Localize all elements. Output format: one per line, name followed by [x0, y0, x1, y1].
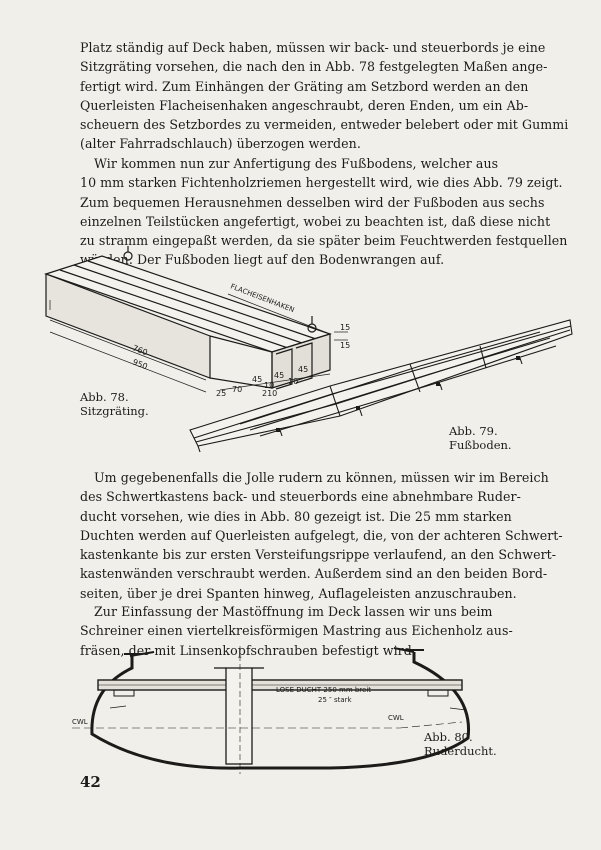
caption-title: Fußboden.: [449, 438, 512, 452]
label-lose-ducht: LOSE DUCHT 250 mm breit: [276, 686, 372, 694]
caption-figure-80: [424, 730, 497, 758]
figure-79-fussboden: [180, 312, 580, 452]
caption-number: Abb. 80.: [424, 730, 473, 744]
text-line: kastenwänden verschraubt werden. Außerdem sind an den beiden Bord-: [80, 566, 548, 582]
text-line: scheuern des Setzbordes zu vermeiden, entweder belebert oder mit Gummi: [80, 117, 569, 133]
dim-10: 10: [288, 377, 299, 386]
text-line: würden. Der Fußboden liegt auf den Bodenwrangen auf.: [80, 252, 445, 268]
text-line: Wir kommen nun zur Anfertigung des Fußbodens, welcher aus: [94, 156, 499, 171]
dim-10: 10: [264, 381, 275, 390]
text-line: kastenkante bis zur ersten Versteifungsrippe verlaufend, an den Schwert-: [80, 547, 557, 563]
dim-45: 45: [298, 365, 309, 374]
paragraph-sitzgraeting: [80, 38, 569, 154]
label-flacheisenhaken: FLACHEISENHAKEN: [229, 282, 296, 315]
label-cwl-right: CWL: [388, 714, 404, 722]
caption-number: Abb. 78.: [80, 390, 129, 404]
text-line: Querleisten Flacheisenhaken angeschraubt, deren Enden, um ein Ab-: [80, 97, 529, 113]
text-line: Zur Einfassung der Mastöffnung im Deck lassen wir uns beim: [94, 604, 493, 619]
dim-45: 45: [252, 375, 263, 384]
paragraph-ruderducht: [80, 468, 563, 603]
dim-70: 70: [232, 385, 243, 394]
text-line: fertigt wird. Zum Einhängen der Gräting am Setzbord werden an den: [80, 78, 529, 94]
text-line: Sitzgräting vorsehen, die nach den in Abb. 78 festgelegten Maßen ange-: [80, 59, 548, 75]
caption-figure-78: [80, 390, 149, 418]
text-line: Platz ständig auf Deck haben, müssen wir back- und steuerbords je eine: [80, 40, 546, 55]
text-line: zu stramm eingepaßt werden, da sie später beim Feuchtwerden festquellen: [80, 233, 568, 249]
text-line: Um gegebenenfalls die Jolle rudern zu können, müssen wir im Bereich: [94, 470, 549, 485]
caption-number: Abb. 79.: [449, 424, 498, 438]
text-line: seiten, über je drei Spanten hinweg, Auflageleisten anzuschrauben.: [80, 585, 517, 601]
caption-title: Sitzgräting.: [80, 404, 149, 418]
caption-title: Ruderducht.: [424, 744, 497, 758]
text-line: (alter Fahrradschlauch) überzogen werden.: [80, 136, 361, 152]
dim-15: 15: [340, 323, 351, 332]
label-ducht-staerke: 25 ″ stark: [318, 696, 352, 704]
dim-45: 45: [274, 371, 285, 380]
dim-25: 25: [216, 389, 227, 398]
caption-figure-79: [449, 424, 512, 452]
text-line: Schreiner einen viertelkreisförmigen Mastring aus Eichenholz aus-: [80, 623, 513, 639]
text-line: ducht vorsehen, wie dies in Abb. 80 gezeigt ist. Die 25 mm starken: [80, 508, 512, 524]
page-number: 42: [80, 773, 101, 791]
dim-760: 760: [131, 343, 149, 358]
label-cwl-left: CWL: [72, 718, 88, 726]
text-line: Duchten werden auf Querleisten aufgelegt, die, von der achteren Schwert-: [80, 527, 563, 543]
text-line: des Schwertkastens back- und steuerbords eine abnehmbare Ruder-: [80, 489, 521, 505]
text-line: Zum bequemen Herausnehmen desselben wird der Fußboden aus sechs: [80, 194, 545, 210]
dim-210: 210: [262, 389, 278, 398]
text-line: einzelnen Teilstücken angefertigt, wobei zu beachten ist, daß diese nicht: [80, 213, 551, 229]
figure-80-ruderducht: [70, 648, 500, 778]
dim-950: 950: [131, 357, 149, 372]
text-line: fräsen, der mit Linsenkopfschrauben befestigt wird.: [80, 642, 416, 658]
text-line: 10 mm starken Fichtenholzriemen hergestellt wird, wie dies Abb. 79 zeigt.: [80, 175, 563, 191]
dim-15: 15: [340, 341, 351, 350]
